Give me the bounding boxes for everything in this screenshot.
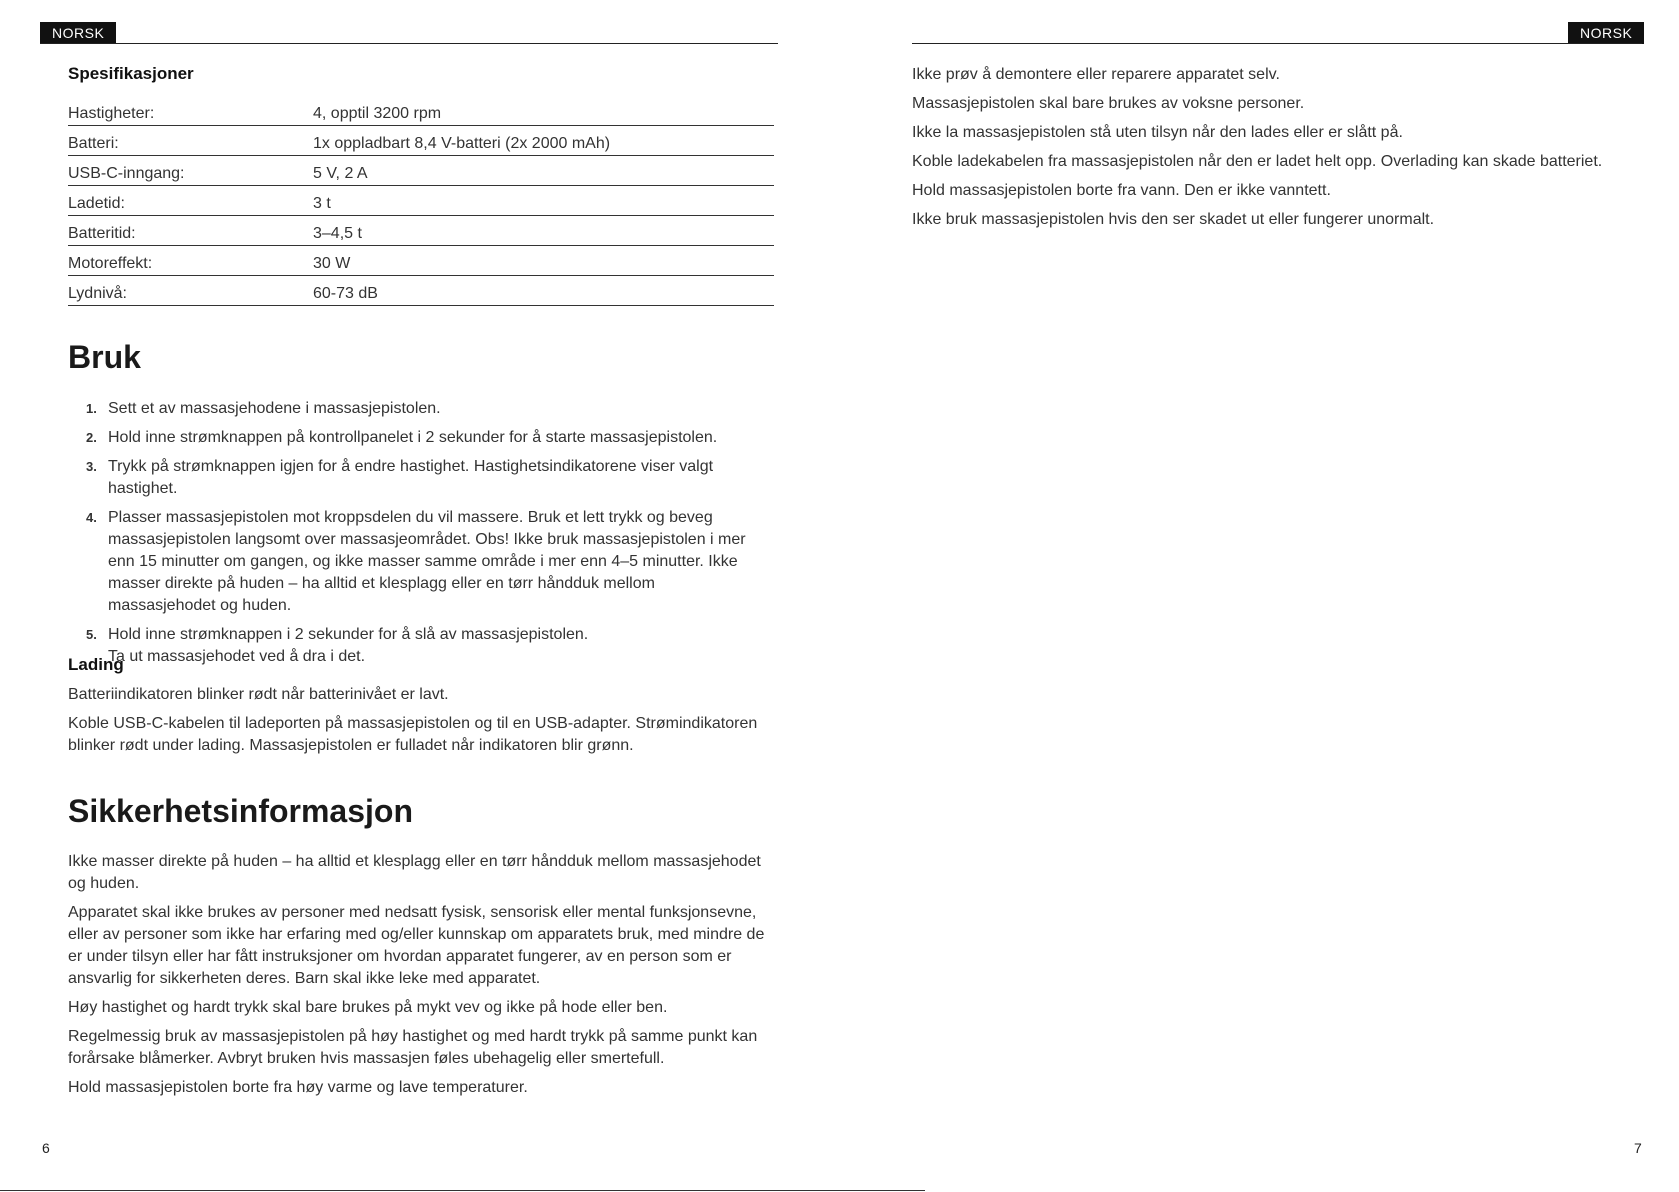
spec-value: 30 W [313,246,774,276]
safety-paragraph: Massasjepistolen skal bare brukes av voksne personer. [912,95,1305,112]
safety-paragraph: Koble ladekabelen fra massasjepistolen når den er ladet helt opp. Overlading kan skade batteriet. [912,153,1603,170]
safety-paragraph: Ikke bruk massasjepistolen hvis den ser skadet ut eller fungerer unormalt. [912,211,1435,228]
charging-paragraph: Batteriindikatoren blinker rødt når batterinivået er lavt. [68,686,449,703]
spec-key: Batteri: [68,126,313,156]
safety-paragraph: Hold massasjepistolen borte fra høy varme og lave temperaturer. [68,1079,528,1096]
spec-value: 5 V, 2 A [313,156,774,186]
spec-table [68,96,774,306]
spec-key: Hastigheter: [68,96,313,126]
charging-paragraph: Koble USB-C-kabelen til ladeporten på massasjepistolen og til en USB-adapter. Strømindikatoren blinker rødt under lading. Massasjepistolen er fulladet når indikatoren blir grønn. [68,715,758,754]
safety-paragraph: Ikke masser direkte på huden – ha alltid et klesplagg eller en tørr håndduk mellom massasjehodet og huden. [68,853,761,892]
usage-heading: Bruk [68,339,141,375]
spec-value: 1x oppladbart 8,4 V-batteri (2x 2000 mAh) [313,126,774,156]
safety-text [68,851,780,1106]
step-number: 4. [86,510,97,525]
spec-key: USB-C-inngang: [68,156,313,186]
charging-heading: Lading [68,655,124,674]
spec-value: 3 t [313,186,774,216]
list-item [86,507,766,617]
step-number: 3. [86,459,97,474]
step-number: 1. [86,401,97,416]
spec-row [68,126,774,156]
safety-heading: Sikkerhetsinformasjon [68,793,413,829]
spec-key: Lydnivå: [68,276,313,306]
spec-row [68,216,774,246]
list-item [86,398,766,420]
spec-value: 3–4,5 t [313,216,774,246]
step-text-continued: Ta ut massasjehodet ved å dra i det. [108,648,366,665]
spec-value: 60-73 dB [313,276,774,306]
spec-value: 4, opptil 3200 rpm [313,96,774,126]
spec-row [68,156,774,186]
safety-paragraph: Ikke prøv å demontere eller reparere apparatet selv. [912,66,1280,83]
step-text: Trykk på strømknappen igjen for å endre hastighet. Hastighetsindikatorene viser valgt hastighet. [108,458,714,497]
usage-steps [86,398,766,675]
spec-key: Motoreffekt: [68,246,313,276]
spec-row [68,276,774,306]
step-number: 2. [86,430,97,445]
header-rule-right [912,43,1642,44]
safety-paragraph: Ikke la massasjepistolen stå uten tilsyn når den lades eller er slått på. [912,124,1403,141]
safety-paragraph: Høy hastighet og hardt trykk skal bare brukes på mykt vev og ikke på hode eller ben. [68,999,668,1016]
spec-row [68,96,774,126]
spec-key: Batteritid: [68,216,313,246]
safety-paragraph: Hold massasjepistolen borte fra vann. Den er ikke vanntett. [912,182,1331,199]
step-text: Hold inne strømknappen på kontrollpanelet i 2 sekunder for å starte massasjepistolen. [108,429,718,446]
safety-paragraph: Apparatet skal ikke brukes av personer med nedsatt fysisk, sensorisk eller mental funksjonsevne, eller av personer som ikke har erfaring med og/eller kunnskap om apparatets bruk, med mindre de er under tilsyn eller har fått instruksjoner om hvordan apparatet fungerer, av en person som er ansvarlig for sikkerheten deres. Barn skal ikke leke med apparatet. [68,904,765,987]
step-text: Sett et av massasjehodene i massasjepistolen. [108,400,441,417]
spec-title: Spesifikasjoner [68,64,194,83]
spec-key: Ladetid: [68,186,313,216]
step-number: 5. [86,627,97,642]
page-number-left: 6 [42,1140,50,1156]
list-item [86,427,766,449]
list-item [86,456,766,500]
safety-paragraph: Regelmessig bruk av massasjepistolen på høy hastighet og med hardt trykk på samme punkt kan forårsake blåmerker. Avbryt bruken hvis massasjen føles ubehagelig eller smertefull. [68,1028,758,1067]
right-page-text [912,64,1612,238]
list-item [86,624,766,668]
page-number-right: 7 [1634,1140,1642,1156]
language-tab-left: NORSK [40,22,116,44]
spec-row [68,186,774,216]
step-text: Plasser massasjepistolen mot kroppsdelen du vil massere. Bruk et lett trykk og beveg massasjepistolen langsomt over massasjeområdet. Obs! Ikke bruk massasjepistolen i mer enn 15 minutter om gangen, og ikke masser samme område i mer enn 4–5 minutter. Ikke masser direkte på huden – ha alltid et klesplagg eller en tørr håndduk mellom massasjehodet og huden. [108,509,746,614]
language-tab-right: NORSK [1568,22,1644,44]
step-text: Hold inne strømknappen i 2 sekunder for å slå av massasjepistolen. [108,626,589,643]
bottom-rule [0,1190,925,1191]
charging-text [68,684,780,764]
spec-row [68,246,774,276]
header-rule-left [40,43,778,44]
